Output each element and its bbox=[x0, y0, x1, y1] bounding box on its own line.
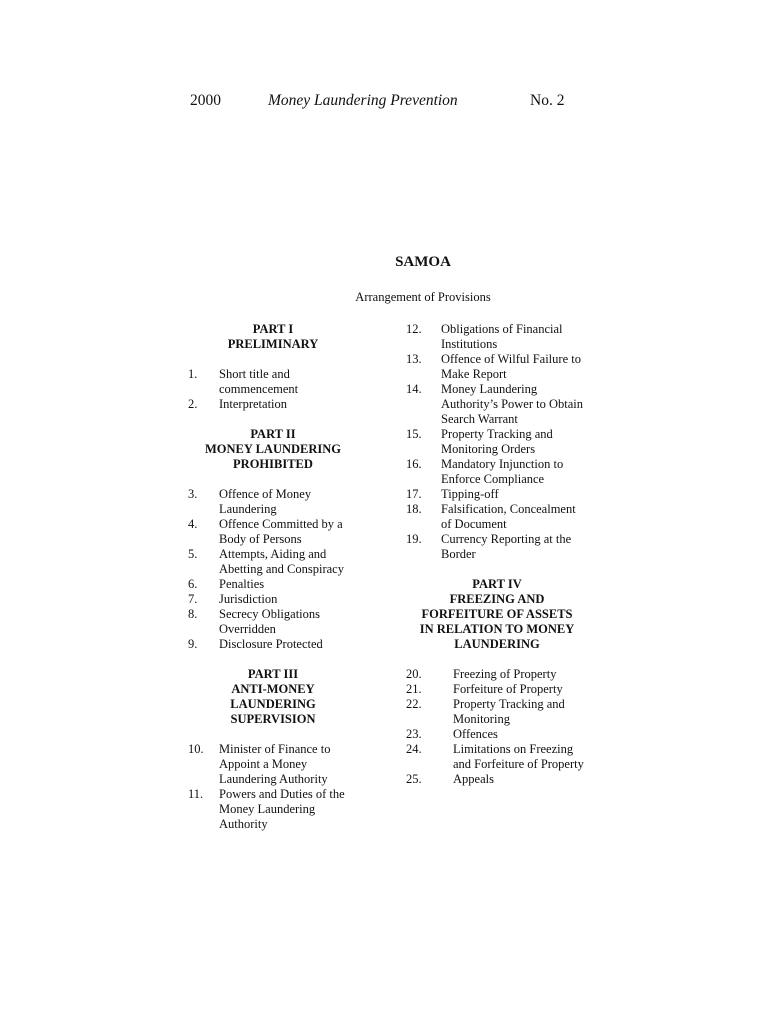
part-heading-line: PART IV bbox=[472, 577, 522, 591]
provision-item bbox=[406, 352, 588, 382]
part-heading-line: SUPERVISION bbox=[230, 712, 316, 726]
provision-title: Offence of Wilful Failure to Make Report bbox=[441, 352, 581, 381]
part-heading-line: PART II bbox=[250, 427, 296, 441]
provision-item bbox=[188, 592, 358, 607]
document-subtitle: Arrangement of Provisions bbox=[355, 290, 491, 304]
provision-number: 19. bbox=[406, 532, 422, 546]
provision-title: Offence Committed by a Body of Persons bbox=[219, 517, 343, 546]
part-heading-line: LAUNDERING bbox=[230, 697, 316, 711]
provision-item bbox=[188, 397, 358, 412]
provision-number: 21. bbox=[406, 682, 422, 696]
provision-number: 11. bbox=[188, 787, 204, 801]
provision-item bbox=[188, 607, 358, 637]
part-heading-line: PROHIBITED bbox=[233, 457, 313, 471]
part-heading-line: FORFEITURE OF ASSETS bbox=[421, 607, 573, 621]
provision-number: 2. bbox=[188, 397, 198, 411]
provision-title: Limitations on Freezing and Forfeiture of Property bbox=[453, 742, 584, 771]
provision-title: Short title and commencement bbox=[219, 367, 299, 396]
provision-item bbox=[406, 382, 588, 427]
provision-title: Currency Reporting at the Border bbox=[441, 532, 572, 561]
provision-title: Mandatory Injunction to Enforce Compliance bbox=[441, 457, 564, 486]
provision-item bbox=[188, 787, 358, 832]
provision-number: 7. bbox=[188, 592, 198, 606]
provision-title: Interpretation bbox=[219, 397, 288, 411]
provision-number: 1. bbox=[188, 367, 198, 381]
provision-title: Jurisdiction bbox=[219, 592, 278, 606]
provision-title: Freezing of Property bbox=[453, 667, 557, 681]
provision-item bbox=[406, 682, 588, 697]
provision-number: 4. bbox=[188, 517, 198, 531]
provision-title: Tipping-off bbox=[441, 487, 499, 501]
provision-title: Falsification, Concealment of Document bbox=[441, 502, 576, 531]
provision-item bbox=[188, 547, 358, 577]
part-heading-line: ANTI-MONEY bbox=[231, 682, 315, 696]
provision-number: 3. bbox=[188, 487, 198, 501]
provision-number: 25. bbox=[406, 772, 422, 786]
provision-item bbox=[406, 502, 588, 532]
provision-number: 23. bbox=[406, 727, 422, 741]
provision-item bbox=[406, 427, 588, 457]
provision-item bbox=[406, 772, 588, 787]
provision-title: Appeals bbox=[453, 772, 494, 786]
part-heading-line: LAUNDERING bbox=[454, 637, 540, 651]
provision-item bbox=[406, 532, 588, 562]
part-heading bbox=[188, 322, 358, 352]
provision-number: 17. bbox=[406, 487, 422, 501]
provision-number: 22. bbox=[406, 697, 422, 711]
header-number: No. 2 bbox=[530, 92, 565, 109]
provision-number: 20. bbox=[406, 667, 422, 681]
provision-number: 13. bbox=[406, 352, 422, 366]
provision-number: 16. bbox=[406, 457, 422, 471]
country-heading: SAMOA bbox=[395, 254, 451, 270]
provision-item bbox=[406, 727, 588, 742]
provision-title: Property Tracking and Monitoring Orders bbox=[441, 427, 553, 456]
provision-item bbox=[188, 517, 358, 547]
header-year: 2000 bbox=[190, 92, 221, 109]
provision-title: Forfeiture of Property bbox=[453, 682, 563, 696]
provision-item bbox=[406, 322, 588, 352]
part-heading-line: PRELIMINARY bbox=[227, 337, 319, 351]
part-heading bbox=[188, 667, 358, 727]
provision-number: 9. bbox=[188, 637, 198, 651]
provision-number: 6. bbox=[188, 577, 198, 591]
provision-title: Minister of Finance to Appoint a Money Laundering Authority bbox=[219, 742, 331, 786]
provision-item bbox=[188, 742, 358, 787]
part-heading-line: PART III bbox=[247, 667, 299, 681]
provision-title: Attempts, Aiding and Abetting and Conspiracy bbox=[219, 547, 344, 576]
provision-item bbox=[406, 697, 588, 727]
provision-number: 5. bbox=[188, 547, 198, 561]
provision-title: Money Laundering Authority’s Power to Obtain Search Warrant bbox=[441, 382, 584, 426]
provision-title: Offences bbox=[453, 727, 498, 741]
part-heading bbox=[406, 577, 588, 652]
right-column bbox=[406, 322, 588, 787]
left-column bbox=[188, 322, 358, 832]
provision-item bbox=[188, 637, 358, 652]
provision-item bbox=[188, 577, 358, 592]
provision-title: Secrecy Obligations Overridden bbox=[219, 607, 321, 636]
provision-item bbox=[406, 742, 588, 772]
provision-title: Obligations of Financial Institutions bbox=[441, 322, 563, 351]
provision-number: 8. bbox=[188, 607, 198, 621]
part-heading bbox=[188, 427, 358, 472]
provision-number: 18. bbox=[406, 502, 422, 516]
part-heading-line: PART I bbox=[252, 322, 294, 336]
provision-number: 12. bbox=[406, 322, 422, 336]
header-title: Money Laundering Prevention bbox=[268, 92, 458, 109]
provision-item bbox=[406, 667, 588, 682]
provision-item bbox=[188, 487, 358, 517]
provision-item bbox=[188, 367, 358, 397]
provision-item bbox=[406, 457, 588, 487]
provision-number: 24. bbox=[406, 742, 422, 756]
provision-title: Powers and Duties of the Money Laundering Authority bbox=[219, 787, 345, 831]
part-heading-line: IN RELATION TO MONEY bbox=[419, 622, 575, 636]
provision-item bbox=[406, 487, 588, 502]
part-heading-line: MONEY LAUNDERING bbox=[205, 442, 341, 456]
provision-title: Penalties bbox=[219, 577, 265, 591]
provision-number: 15. bbox=[406, 427, 422, 441]
provision-title: Offence of Money Laundering bbox=[219, 487, 312, 516]
provision-number: 14. bbox=[406, 382, 422, 396]
provision-title: Property Tracking and Monitoring bbox=[453, 697, 565, 726]
provision-title: Disclosure Protected bbox=[219, 637, 323, 651]
part-heading-line: FREEZING AND bbox=[449, 592, 545, 606]
provision-number: 10. bbox=[188, 742, 204, 756]
